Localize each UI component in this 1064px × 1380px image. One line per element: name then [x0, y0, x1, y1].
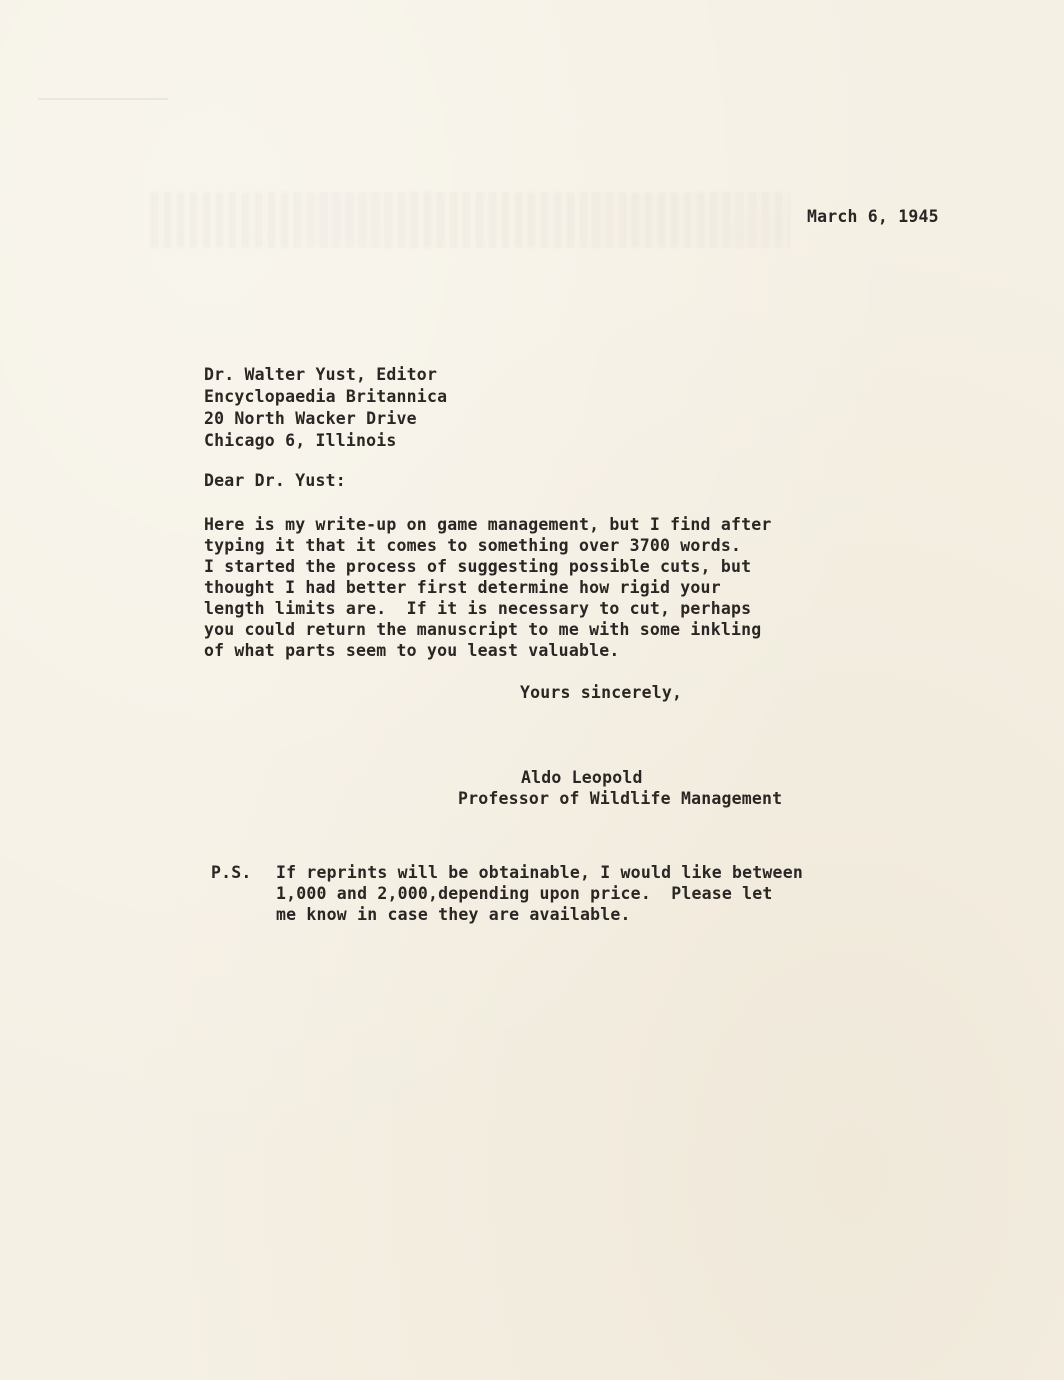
recipient-line: Encyclopaedia Britannica	[204, 387, 448, 406]
paper-mark	[38, 98, 168, 100]
signature-name: Aldo Leopold	[521, 768, 643, 787]
recipient-line: Chicago 6, Illinois	[204, 431, 397, 450]
postscript-label: P.S.	[211, 863, 252, 882]
body-line: I started the process of suggesting possible cuts, but	[204, 557, 752, 576]
postscript-line: me know in case they are available.	[276, 905, 631, 924]
closing: Yours sincerely,	[520, 683, 683, 702]
body-line: Here is my write-up on game management, but I find after	[204, 515, 772, 534]
recipient-line: 20 North Wacker Drive	[204, 409, 417, 428]
postscript-line: 1,000 and 2,000,depending upon price. Please let	[276, 884, 773, 903]
ink-bleed-through	[150, 192, 790, 248]
body-line: thought I had better first determine how rigid your	[204, 578, 721, 597]
salutation: Dear Dr. Yust:	[204, 471, 346, 490]
letter-date: March 6, 1945	[807, 207, 939, 226]
body-line: of what parts seem to you least valuable.	[204, 641, 620, 660]
postscript-line: If reprints will be obtainable, I would like between	[276, 863, 803, 882]
signature-title: Professor of Wildlife Management	[458, 789, 783, 808]
body-line: typing it that it comes to something over 3700 words.	[204, 536, 742, 555]
body-line: length limits are. If it is necessary to cut, perhaps	[204, 599, 752, 618]
recipient-line: Dr. Walter Yust, Editor	[204, 365, 438, 384]
body-line: you could return the manuscript to me with some inkling	[204, 620, 762, 639]
